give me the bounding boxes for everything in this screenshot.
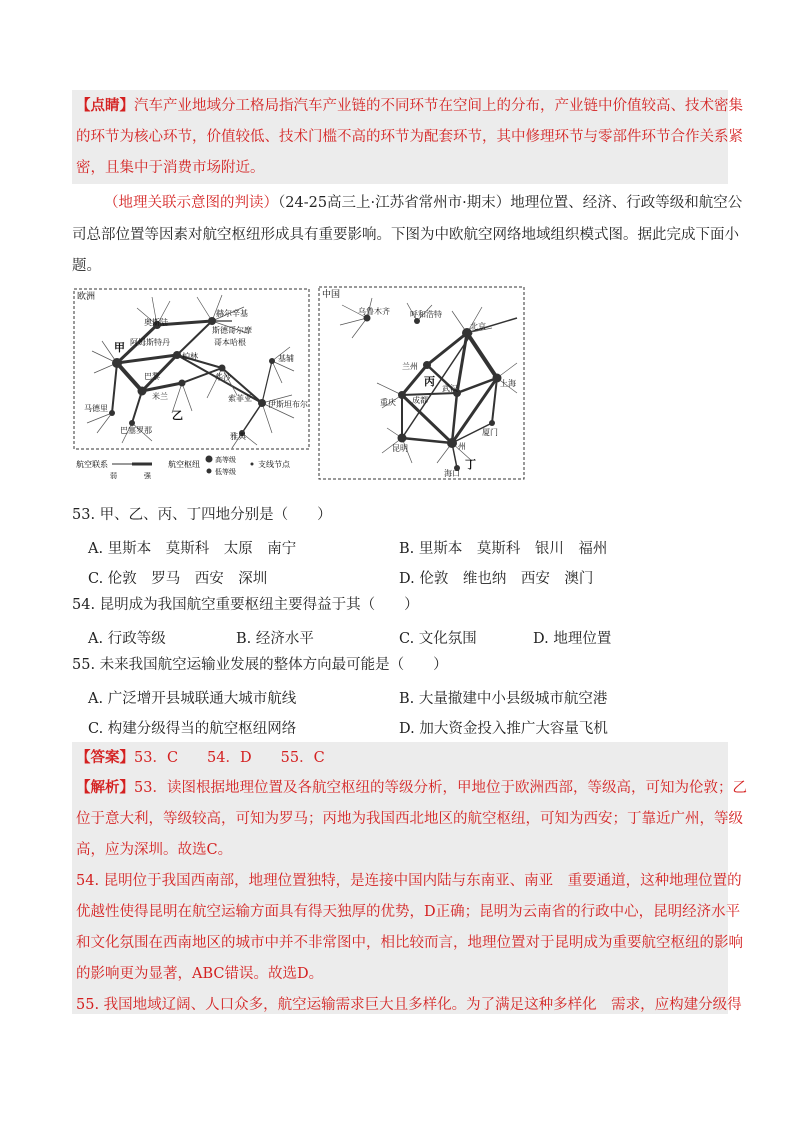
label-yi: 乙 (172, 409, 183, 422)
label-paris: 巴黎 (144, 372, 160, 381)
intro-topic: （地理关联示意图的判读） (104, 195, 278, 211)
label-kunming: 昆明 (392, 444, 408, 453)
analysis-line-1 (76, 773, 747, 803)
legend-strong: 强 (144, 472, 151, 480)
label-bing: 丙 (424, 375, 435, 388)
intro-line-2: 司总部位置等因素对航空枢纽形成具有重要影响。下图为中欧航空网络地域组织模式图。据此完成下面小 (72, 227, 739, 243)
label-lanzhou: 兰州 (402, 362, 418, 371)
label-milan: 米兰 (152, 392, 168, 401)
legend-low-hub (207, 469, 212, 474)
tip-line-3: 密，且集中于消费市场附近。 (76, 160, 265, 176)
tip-tag: 【点睛】 (76, 97, 134, 114)
europe-panel-frame (74, 289, 309, 449)
label-sofia: 索菲亚 (228, 394, 252, 403)
intro-line-3: 题。 (72, 258, 101, 274)
europe-spokes (87, 295, 294, 448)
label-xiamen: 厦门 (482, 428, 498, 437)
analysis-line-5: 优越性使得昆明在航空运输方面具有得天独厚的优势，D正确；昆明为云南省的行政中心，昆明经济水平 (76, 904, 741, 920)
label-chengdu: 成都 (412, 396, 428, 405)
label-copenhagen: 哥本哈根 (214, 338, 246, 347)
analysis-line-6: 和文化氛围在西南地区的城市中并不非常图中，相比较而言，地理位置对于昆明成为重要航空枢纽的影响 (76, 935, 743, 951)
legend-branch-dot (251, 463, 254, 466)
label-chongqing: 重庆 (380, 398, 396, 407)
answer-text: 53．C 54．D 55．C (134, 750, 325, 766)
q53-option-a[interactable]: A. 里斯本 莫斯科 太原 南宁 (88, 541, 297, 557)
label-barcelona: 巴塞罗那 (120, 426, 152, 435)
legend-low: 低等级 (215, 468, 236, 476)
label-stockholm: 斯德哥尔摩 (212, 326, 252, 335)
label-shanghai: 上海 (500, 379, 516, 388)
label-helsinki: 赫尔辛基 (216, 309, 248, 318)
legend (76, 455, 291, 480)
label-oslo: 奥斯陆 (144, 318, 168, 327)
label-ding: 丁 (465, 458, 476, 471)
label-warsaw: 华沙 (215, 373, 231, 382)
label-haikou: 海口 (444, 469, 460, 478)
q54-option-b[interactable]: B. 经济水平 (236, 631, 314, 647)
aviation-network-figure (72, 283, 532, 483)
q54-option-c[interactable]: C. 文化氛围 (399, 631, 477, 647)
q53-option-c[interactable]: C. 伦敦 罗马 西安 深圳 (88, 571, 268, 587)
intro-line-1 (104, 188, 742, 218)
tip-line-1 (76, 91, 743, 121)
q55-stem: 55. 未来我国航空运输业发展的整体方向最可能是（ ） (72, 657, 448, 673)
q53-option-d[interactable]: D. 伦敦 维也纳 西安 澳门 (399, 571, 594, 587)
legend-weak: 弱 (110, 472, 117, 480)
label-urumqi: 乌鲁木齐 (358, 307, 390, 316)
label-athens: 雅典 (230, 432, 246, 441)
china-label: 中国 (322, 290, 341, 300)
q53-stem: 53. 甲、乙、丙、丁四地分别是（ ） (72, 507, 332, 523)
analysis-text-1: 53．读图根据地理位置及各航空枢纽的等级分析，甲地位于欧洲西部，等级高，可知为伦敦；乙 (134, 780, 747, 796)
analysis-line-3: 高，应为深圳。故选C。 (76, 842, 233, 858)
europe-label: 欧洲 (77, 292, 96, 302)
q55-option-a[interactable]: A. 广泛增开县城联通大城市航线 (88, 691, 297, 707)
q53-option-b[interactable]: B. 里斯本 莫斯科 银川 福州 (399, 541, 608, 557)
analysis-line-8: 55. 我国地域辽阔、人口众多，航空运输需求巨大且多样化。为了满足这种多样化 需求，应构建分级得 (76, 997, 742, 1013)
label-berlin: 柏林 (182, 352, 198, 361)
label-wuhan: 武汉 (442, 384, 458, 393)
label-hohhot: 呼和浩特 (410, 310, 442, 319)
label-amsterdam: 阿姆斯特丹 (130, 338, 170, 347)
q55-option-c[interactable]: C. 构建分级得当的航空枢纽网络 (88, 721, 297, 737)
label-guangzhou: 州 (458, 442, 466, 451)
q54-option-d[interactable]: D. 地理位置 (533, 631, 612, 647)
label-kiev: 基辅 (278, 354, 294, 363)
analysis-line-7: 的影响更为显著，ABC错误。故选D。 (76, 966, 324, 982)
q54-stem: 54. 昆明成为我国航空重要枢纽主要得益于其（ ） (72, 597, 419, 613)
legend-link-label: 航空联系 (76, 460, 108, 469)
tip-line-2: 的环节为核心环节，价值较低、技术门槛不高的环节为配套环节，其中修理环节与零部件环节合作关系紧 (76, 129, 743, 145)
analysis-line-2: 位于意大利，等级较高，可知为罗马；丙地为我国西北地区的航空枢纽，可知为西安；丁靠近广州，等级 (76, 811, 743, 827)
legend-hub-label: 航空枢纽 (168, 460, 200, 469)
intro-text-1: （24-25高三上·江苏省常州市·期末）地理位置、经济、行政等级和航空公 (278, 195, 743, 211)
analysis-tag: 【解析】 (76, 779, 134, 796)
q55-option-d[interactable]: D. 加大资金投入推广大容量飞机 (399, 721, 608, 737)
legend-high: 高等级 (215, 456, 236, 464)
tip-text-1: 汽车产业地域分工格局指汽车产业链的不同环节在空间上的分布，产业链中价值较高、技术密集 (134, 98, 743, 114)
answer-tag: 【答案】 (76, 749, 134, 766)
q55-option-b[interactable]: B. 大量撤建中小县级城市航空港 (399, 691, 608, 707)
label-jia: 甲 (114, 341, 125, 354)
label-beijing: 北京 (470, 322, 486, 331)
label-madrid: 马德里 (84, 404, 108, 413)
label-istanbul: 伊斯坦布尔 (268, 400, 308, 409)
analysis-line-4: 54. 昆明位于我国西南部，地理位置独特，是连接中国内陆与东南亚、南亚 重要通道，这种地理位置的 (76, 873, 742, 889)
legend-branch: 支线节点 (258, 460, 290, 469)
legend-high-hub (206, 456, 213, 463)
answer-line (76, 743, 325, 773)
q54-option-a[interactable]: A. 行政等级 (88, 631, 166, 647)
